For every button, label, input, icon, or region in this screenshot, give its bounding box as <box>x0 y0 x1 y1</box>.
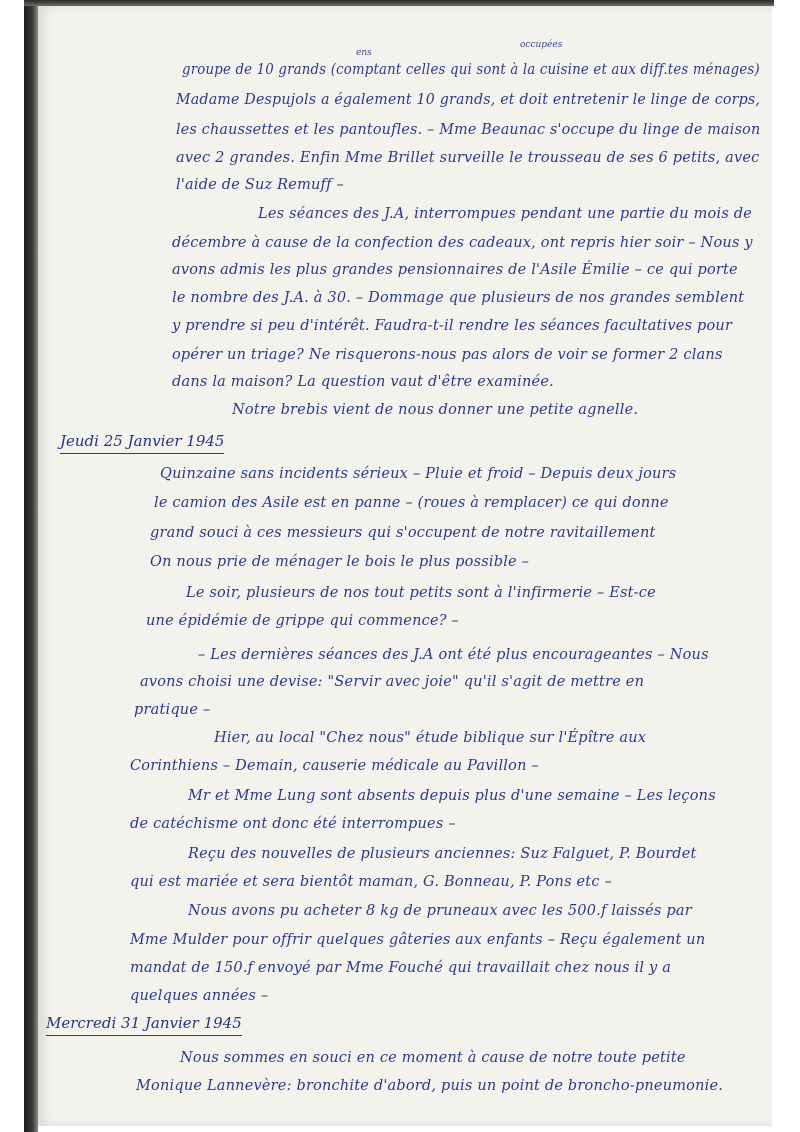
text-line: y prendre si peu d'intérêt. Faudra-t-il rendre les séances facultatives pour <box>172 318 733 334</box>
text-line: pratique – <box>134 702 211 718</box>
text-line: Mme Mulder pour offrir quelques gâteries aux enfants – Reçu également un <box>130 932 706 948</box>
text-line: – Les dernières séances des J.A ont été plus encourageantes – Nous <box>198 647 709 663</box>
insertion-ens: ens <box>356 48 372 58</box>
text-line: Hier, au local "Chez nous" étude biblique sur l'Épître aux <box>214 730 647 746</box>
text-line: dans la maison? La question vaut d'être examinée. <box>172 374 554 390</box>
text-line: avons choisi une devise: "Servir avec joie" qu'il s'agit de mettre en <box>140 674 645 690</box>
text-line: avec 2 grandes. Enfin Mme Brillet surveille le trousseau de ses 6 petits, avec <box>176 150 760 166</box>
text-line: les chaussettes et les pantoufles. – Mme Beaunac s'occupe du linge de maison <box>176 122 761 138</box>
text-line: grand souci à ces messieurs qui s'occupent de notre ravitaillement <box>150 525 656 541</box>
text-line: Les séances des J.A, interrompues pendant une partie du mois de <box>258 206 753 222</box>
insertion-occupees: occupées <box>520 40 563 50</box>
text-line: Mr et Mme Lung sont absents depuis plus d'une semaine – Les leçons <box>188 788 716 804</box>
text-line: de catéchisme ont donc été interrompues – <box>130 816 456 832</box>
entry-date-heading: Mercredi 31 Janvier 1945 <box>46 1014 242 1036</box>
text-line: Nous avons pu acheter 8 kg de pruneaux avec les 500.f laissés par <box>188 903 692 919</box>
text-line: une épidémie de grippe qui commence? – <box>146 613 459 629</box>
text-line: On nous prie de ménager le bois le plus possible – <box>150 554 530 570</box>
text-line: Corinthiens – Demain, causerie médicale au Pavillon – <box>130 758 539 774</box>
text-line: qui est mariée et sera bientôt maman, G. Bonneau, P. Pons etc – <box>130 874 612 890</box>
text-line: Quinzaine sans incidents sérieux – Pluie et froid – Depuis deux jours <box>160 466 677 482</box>
text-line: Nous sommes en souci en ce moment à cause de notre toute petite <box>180 1050 686 1066</box>
text-line: avons admis les plus grandes pensionnaires de l'Asile Émilie – ce qui porte <box>172 262 738 278</box>
text-line: Le soir, plusieurs de nos tout petits sont à l'infirmerie – Est-ce <box>186 585 656 601</box>
text-line: mandat de 150.f envoyé par Mme Fouché qui travaillait chez nous il y a <box>130 960 672 976</box>
text-line: Monique Lannevère: bronchite d'abord, puis un point de broncho-pneumonie. <box>136 1078 724 1094</box>
text-line: Notre brebis vient de nous donner une petite agnelle. <box>232 402 639 418</box>
text-line: le nombre des J.A. à 30. – Dommage que plusieurs de nos grandes semblent <box>172 290 745 306</box>
text-line: l'aide de Suz Remuff – <box>176 177 344 193</box>
text-line: Reçu des nouvelles de plusieurs anciennes: Suz Falguet, P. Bourdet <box>188 846 697 862</box>
text-line: opérer un triage? Ne risquerons-nous pas alors de voir se former 2 clans <box>172 347 723 363</box>
binding-edge <box>24 0 38 1132</box>
text-line: groupe de 10 grands (comptant celles qui sont à la cuisine et aux diff.tes ménages) <box>182 62 760 78</box>
text-line: Madame Despujols a également 10 grands, et doit entretenir le linge de corps, <box>176 92 761 108</box>
text-line: le camion des Asile est en panne – (roues à remplacer) ce qui donne <box>154 495 669 511</box>
entry-date-heading: Jeudi 25 Janvier 1945 <box>60 432 224 454</box>
text-line: décembre à cause de la confection des cadeaux, ont repris hier soir – Nous y <box>172 235 753 251</box>
text-line: quelques années – <box>130 988 269 1004</box>
